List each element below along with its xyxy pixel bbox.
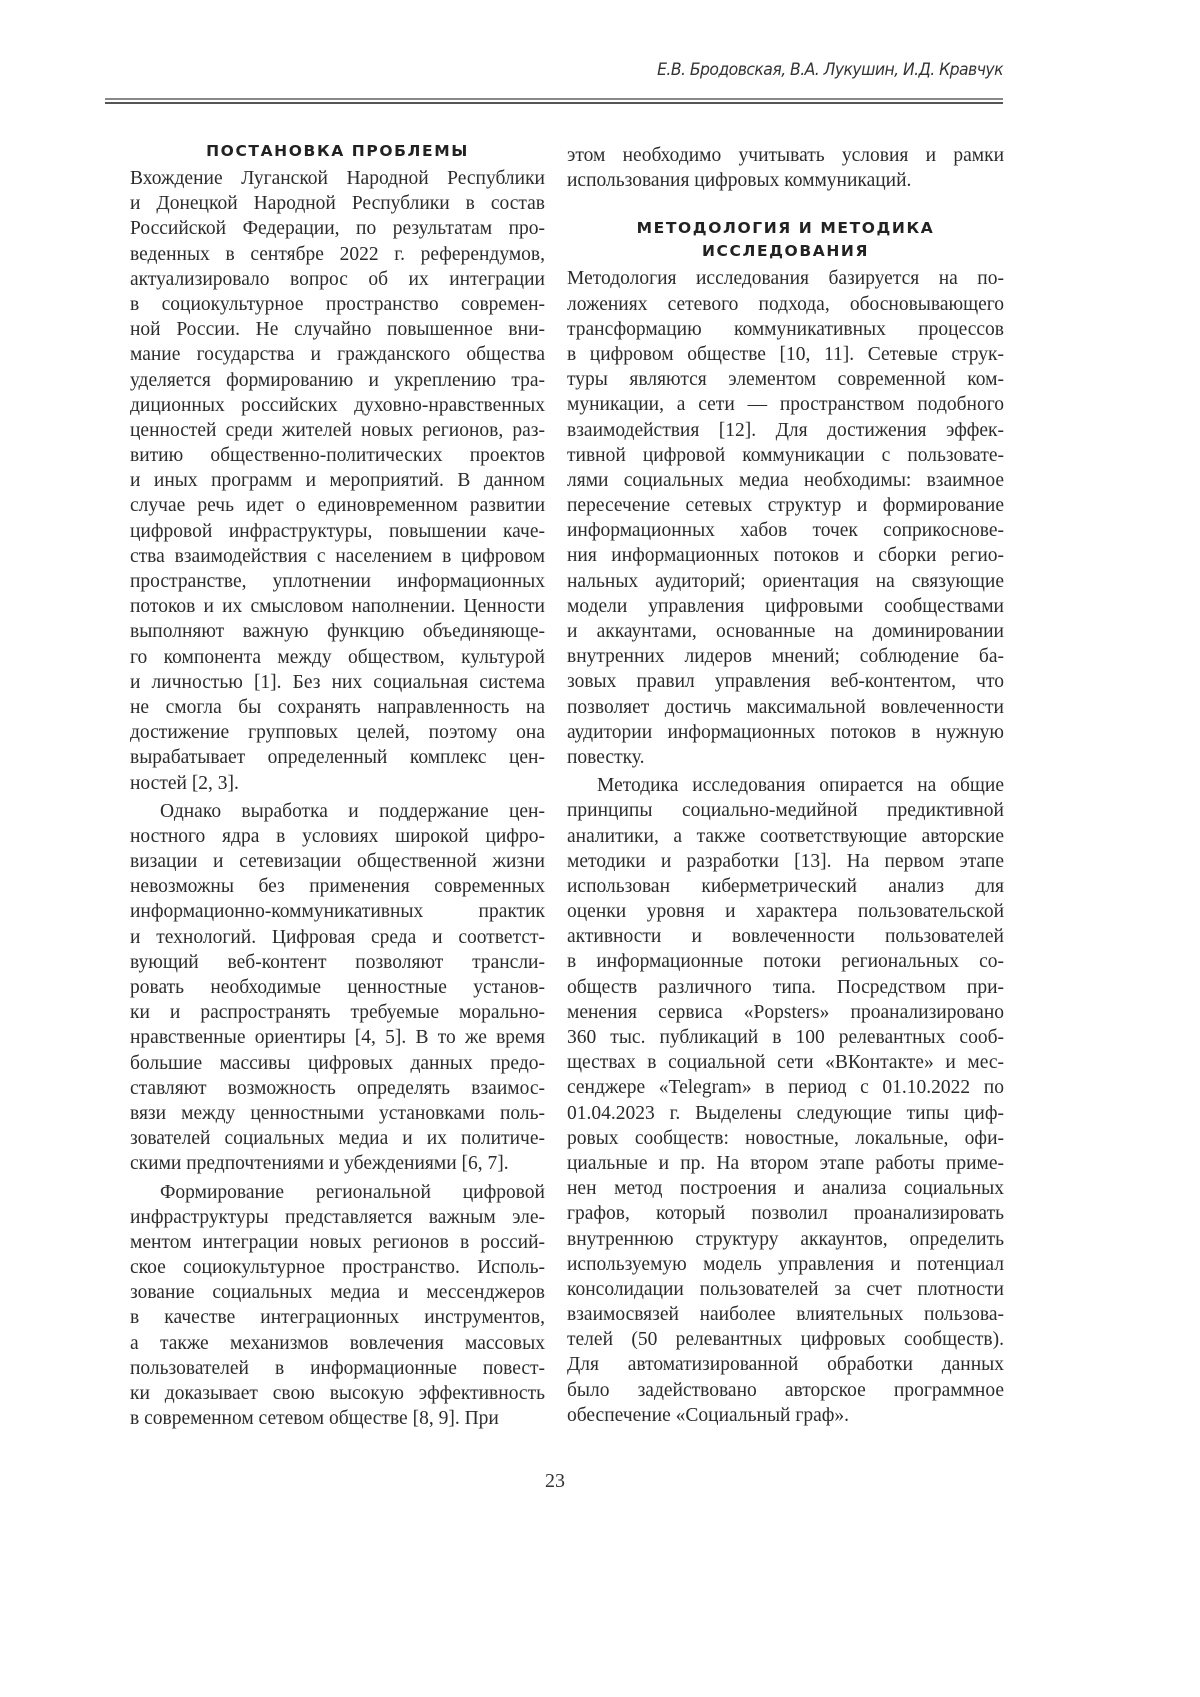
text-line: обществ различного типа. Посредством при- — [567, 975, 1004, 1000]
text-line: нен метод построения и анализа социальных — [567, 1176, 1004, 1201]
text-line: большие массивы цифровых данных предо- — [130, 1051, 545, 1076]
section-heading-methodology — [567, 217, 1004, 263]
text-line: невозможны без применения современных — [130, 874, 545, 899]
right-column-body — [567, 266, 1004, 1428]
text-line: и аккаунтами, основанные на доминировании — [567, 619, 1004, 644]
text-line: циальные и пр. На втором этапе работы приме- — [567, 1151, 1004, 1176]
text-line: актуализировало вопрос об их интеграции — [130, 267, 545, 292]
text-line: ностного ядра в условиях широкой цифро- — [130, 824, 545, 849]
text-line: в современном сетевом обществе [8, 9]. При — [130, 1406, 545, 1431]
text-line: ностей [2, 3]. — [130, 771, 545, 796]
text-line: ценностей среди жителей новых регионов, раз- — [130, 418, 545, 443]
paragraph — [567, 266, 1004, 770]
text-line: аудитории информационных потоков в нужную — [567, 720, 1004, 745]
text-line: трансформацию коммуникативных процессов — [567, 317, 1004, 342]
text-line: и иных программ и мероприятий. В данном — [130, 468, 545, 493]
text-line: и личностью [1]. Без них социальная система — [130, 670, 545, 695]
text-line: ки доказывает свою высокую эффективность — [130, 1381, 545, 1406]
heading-line: ИССЛЕДОВАНИЯ — [567, 240, 1004, 263]
left-column-body — [130, 166, 545, 1431]
text-line: в социокультурное пространство современ- — [130, 292, 545, 317]
text-line: взаимосвязей наиболее влиятельных пользова- — [567, 1302, 1004, 1327]
text-line: мание государства и гражданского общества — [130, 342, 545, 367]
text-line: Российской Федерации, по результатам про- — [130, 216, 545, 241]
text-line: нальных аудиторий; ориентация на связующие — [567, 569, 1004, 594]
text-line: 01.04.2023 г. Выделены следующие типы циф- — [567, 1101, 1004, 1126]
text-line: зование социальных медиа и мессенджеров — [130, 1280, 545, 1305]
right-column — [567, 140, 1004, 1428]
text-line: и технологий. Цифровая среда и соответст- — [130, 925, 545, 950]
text-line: вующий веб-контент позволяют трансли- — [130, 950, 545, 975]
text-line: Однако выработка и поддержание цен- — [130, 799, 545, 824]
text-line: ства взаимодействия с населением в цифровом — [130, 544, 545, 569]
text-line: случае речь идет о единовременном развитии — [130, 493, 545, 518]
text-line: принципы социально-медийной предиктивной — [567, 798, 1004, 823]
text-line: графов, который позволил проанализировать — [567, 1201, 1004, 1226]
text-line: веденных в сентябре 2022 г. референдумов, — [130, 242, 545, 267]
text-line: зовых правил управления веб-контентом, что — [567, 669, 1004, 694]
text-line: ментом интеграции новых регионов в россий- — [130, 1230, 545, 1255]
text-line: ложениях сетевого подхода, обосновывающего — [567, 292, 1004, 317]
text-line: ки и распространять требуемые морально- — [130, 1000, 545, 1025]
text-line: и Донецкой Народной Республики в состав — [130, 191, 545, 216]
text-line: пространстве, уплотнении информационных — [130, 569, 545, 594]
text-line: модели управления цифровыми сообществами — [567, 594, 1004, 619]
text-line: в информационные потоки региональных со- — [567, 949, 1004, 974]
paragraph — [130, 166, 545, 796]
paragraph — [567, 143, 1004, 193]
text-line: повестку. — [567, 745, 1004, 770]
text-line: телей (50 релевантных цифровых сообществ). — [567, 1327, 1004, 1352]
text-line: скими предпочтениями и убеждениями [6, 7]. — [130, 1151, 545, 1176]
text-line: информационных хабов точек соприкоснове- — [567, 518, 1004, 543]
text-line: 360 тыс. публикаций в 100 релевантных сооб- — [567, 1025, 1004, 1050]
text-line: муникации, а сети — пространством подобного — [567, 392, 1004, 417]
paragraph — [130, 1180, 545, 1432]
text-line: Методика исследования опирается на общие — [567, 773, 1004, 798]
text-line: позволяет достичь максимальной вовлеченности — [567, 695, 1004, 720]
text-line: уделяется формированию и укреплению тра- — [130, 368, 545, 393]
text-line: ния информационных потоков и сборки регио- — [567, 543, 1004, 568]
text-line: Методология исследования базируется на по- — [567, 266, 1004, 291]
section-heading-problem: ПОСТАНОВКА ПРОБЛЕМЫ — [130, 140, 545, 163]
left-column — [130, 140, 545, 1431]
text-line: Для автоматизированной обработки данных — [567, 1352, 1004, 1377]
text-line: а также механизмов вовлечения массовых — [130, 1331, 545, 1356]
text-line: менения сервиса «Popsters» проанализировано — [567, 1000, 1004, 1025]
text-line: Вхождение Луганской Народной Республики — [130, 166, 545, 191]
text-line: сенджере «Telegram» в период с 01.10.2022 по — [567, 1075, 1004, 1100]
text-line: витию общественно-политических проектов — [130, 443, 545, 468]
text-line: обеспечение «Социальный граф». — [567, 1403, 1004, 1428]
page-number: 23 — [0, 1470, 1110, 1493]
text-line: взаимодействия [12]. Для достижения эффек- — [567, 418, 1004, 443]
heading-line: МЕТОДОЛОГИЯ И МЕТОДИКА — [567, 217, 1004, 240]
text-line: использования цифровых коммуникаций. — [567, 168, 1004, 193]
section-gap — [567, 193, 1004, 217]
text-line: внутреннюю структуру аккаунтов, определить — [567, 1227, 1004, 1252]
text-line: консолидации пользователей за счет плотности — [567, 1277, 1004, 1302]
text-line: диционных российских духовно-нравственных — [130, 393, 545, 418]
text-line: пересечение сетевых структур и формирование — [567, 493, 1004, 518]
text-line: цифровой инфраструктуры, повышении каче- — [130, 519, 545, 544]
text-line: внутренних лидеров мнений; соблюдение ба- — [567, 644, 1004, 669]
text-line: зователей социальных медиа и их политиче- — [130, 1126, 545, 1151]
text-line: использован киберметрический анализ для — [567, 874, 1004, 899]
text-line: используемую модель управления и потенциал — [567, 1252, 1004, 1277]
text-line: вязи между ценностными установками поль- — [130, 1101, 545, 1126]
text-line: не смогла бы сохранять направленность на — [130, 695, 545, 720]
paragraph — [567, 773, 1004, 1428]
text-line: го компонента между обществом, культурой — [130, 645, 545, 670]
text-line: пользователей в информационные повест- — [130, 1356, 545, 1381]
text-line: нравственные ориентиры [4, 5]. В то же время — [130, 1025, 545, 1050]
running-head-authors: Е.В. Бродовская, В.А. Лукушин, И.Д. Кравчук — [657, 60, 1003, 80]
text-line: этом необходимо учитывать условия и рамки — [567, 143, 1004, 168]
text-line: визации и сетевизации общественной жизни — [130, 849, 545, 874]
text-line: ществах в социальной сети «ВКонтакте» и мес- — [567, 1050, 1004, 1075]
text-line: ровать необходимые ценностные установ- — [130, 975, 545, 1000]
text-line: вырабатывает определенный комплекс цен- — [130, 745, 545, 770]
text-line: было задействовано авторское программное — [567, 1378, 1004, 1403]
paragraph — [130, 799, 545, 1177]
text-line: информационно-коммуникативных практик — [130, 899, 545, 924]
text-line: ское социокультурное пространство. Исполь- — [130, 1255, 545, 1280]
text-line: в качестве интеграционных инструментов, — [130, 1305, 545, 1330]
text-line: ровых сообществ: новостные, локальные, офи- — [567, 1126, 1004, 1151]
text-line: выполняют важную функцию объединяюще- — [130, 619, 545, 644]
text-line: активности и вовлеченности пользователей — [567, 924, 1004, 949]
text-line: ставляют возможность определять взаимос- — [130, 1076, 545, 1101]
text-line: методики и разработки [13]. На первом этапе — [567, 849, 1004, 874]
right-column-continuation — [567, 143, 1004, 193]
text-line: лями социальных медиа необходимы: взаимное — [567, 468, 1004, 493]
text-line: достижение групповых целей, поэтому она — [130, 720, 545, 745]
text-line: аналитики, а также соответствующие авторские — [567, 824, 1004, 849]
text-line: туры являются элементом современной ком- — [567, 367, 1004, 392]
text-line: ной России. Не случайно повышенное вни- — [130, 317, 545, 342]
text-line: тивной цифровой коммуникации с пользовате- — [567, 443, 1004, 468]
text-line: потоков и их смысловом наполнении. Ценности — [130, 594, 545, 619]
text-line: Формирование региональной цифровой — [130, 1180, 545, 1205]
text-line: оценки уровня и характера пользовательской — [567, 899, 1004, 924]
text-line: инфраструктуры представляется важным эле- — [130, 1205, 545, 1230]
header-rule — [105, 98, 1003, 104]
text-line: в цифровом обществе [10, 11]. Сетевые струк- — [567, 342, 1004, 367]
